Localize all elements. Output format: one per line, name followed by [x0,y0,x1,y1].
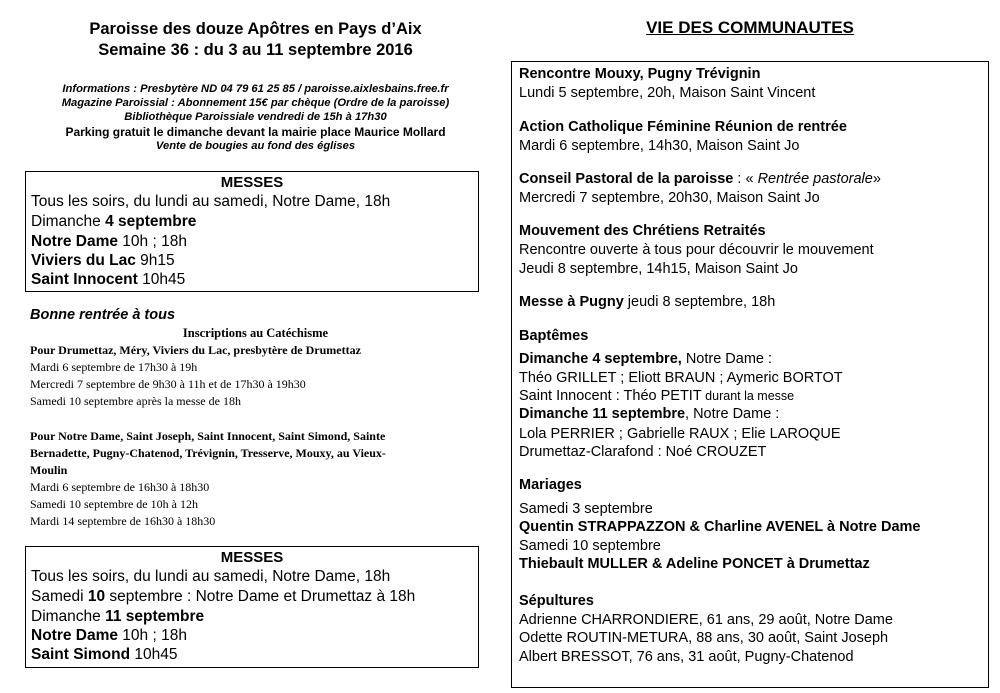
catechisme-group2-date: Mardi 6 septembre de 16h30 à 18h30 [30,480,210,494]
sunday-date: 4 septembre [105,213,197,230]
saturday-label: Samedi [31,588,88,605]
sepulture-item: Adrienne CHARRONDIERE, 61 ans, 29 août, Notre Dame [519,612,893,628]
baptemes-date2-label: Dimanche 11 septembre [519,406,686,422]
messes-box-week37 [25,546,479,668]
acf-heading: Action Catholique Féminine Réunion de rentrée [519,119,847,135]
messes-viviers [31,252,175,270]
catechisme-group1-date: Mercredi 7 septembre de 9h30 à 11h et de 17h30 à 19h30 [30,377,306,391]
catechisme-group2-heading: Moulin [30,463,68,477]
messes-notre-dame [31,627,187,645]
mcr-detail: Rencontre ouverte à tous pour découvrir le mouvement [519,242,874,258]
church-name: Viviers du Lac [31,252,136,269]
conseil-pastoral-label: Conseil Pastoral de la paroisse [519,171,734,187]
conseil-pastoral-heading [519,171,881,187]
parish-title: Paroisse des douze Apôtres en Pays d’Aix [89,20,422,38]
baptemes-date1-place: Notre Dame : [681,351,773,367]
mariages-date2: Samedi 10 septembre [519,538,661,554]
mariages-heading: Mariages [519,477,582,493]
baptemes-heading: Baptêmes [519,328,589,344]
info-bougies: Vente de bougies au fond des églises [155,140,356,152]
catechisme-intro: Bonne rentrée à tous [30,307,176,323]
catechisme-group1-heading: Pour Drumettaz, Méry, Viviers du Lac, presbytère de Drumettaz [30,343,361,357]
mcr-heading: Mouvement des Chrétiens Retraités [519,223,766,239]
sepulture-item: Albert BRESSOT, 76 ans, 31 août, Pugny-Chatenod [519,649,854,665]
catechisme-group1-date: Samedi 10 septembre après la messe de 18h [30,394,241,408]
rentree-pastorale: Rentrée pastorale [757,171,873,187]
messe-pugny [519,294,775,310]
sunday-label: Dimanche [31,213,106,230]
mass-times: 10h ; 18h [118,627,187,644]
messes-weekday-line: Tous les soirs, du lundi au samedi, Notre Dame, 18h [31,193,391,210]
messes-sunday-line [31,608,204,626]
conseil-pastoral-detail: Mercredi 7 septembre, 20h30, Maison Saint Jo [519,190,820,206]
sunday-date: 11 septembre [105,608,205,625]
catechisme-group1-date: Mardi 6 septembre de 17h30 à 19h [30,360,198,374]
messes-box-week36 [25,171,479,292]
vie-communautes-title: VIE DES COMMUNAUTES [646,18,854,37]
baptemes-date1 [519,351,772,367]
messes-saint-simond [31,646,177,664]
messes-notre-dame [31,233,187,251]
info-presbytere: Informations : Presbytère ND 04 79 61 25 85 / paroisse.aixlesbains.free.fr [62,83,449,95]
church-name: Saint Innocent [31,271,138,288]
messes-heading: MESSES [220,174,284,191]
baptemes-date2 [519,406,779,422]
messes-saint-innocent [31,271,185,289]
baptemes-names4: Drumettaz-Clarafond : Noé CROUZET [519,444,767,460]
messes-sunday-line [31,213,196,231]
messe-pugny-date: jeudi 8 septembre, 18h [623,294,776,310]
catechisme-group2-date: Mardi 14 septembre de 16h30 à 18h30 [30,514,216,528]
baptemes-names3: Lola PERRIER ; Gabrielle RAUX ; Elie LAROQUE [519,426,841,442]
baptemes-note: durant la messe [701,389,795,403]
sepulture-item: Odette ROUTIN-METURA, 88 ans, 30 août, Saint Joseph [519,630,889,646]
info-magazine: Magazine Paroissial : Abonnement 15€ par chèque (Ordre de la paroisse) [61,97,450,109]
catechisme-title: Inscriptions au Catéchisme [182,326,329,340]
info-parking: Parking gratuit le dimanche devant la mairie place Maurice Mollard [65,125,446,139]
acf-detail: Mardi 6 septembre, 14h30, Maison Saint Jo [519,138,800,154]
mouxy-heading: Rencontre Mouxy, Pugny Trévignin [519,66,761,82]
sepultures-heading: Sépultures [519,593,594,609]
mass-times: 10h45 [130,646,178,663]
week-title: Semaine 36 : du 3 au 11 septembre 2016 [98,41,413,59]
mariages-date1: Samedi 3 septembre [519,501,653,517]
quote-close: » [872,171,881,187]
mass-times: 10h45 [137,271,186,288]
catechisme-group2-heading: Pour Notre Dame, Saint Joseph, Saint Innocent, Saint Simond, Sainte [30,429,386,443]
messes-saturday-line [31,588,415,606]
mouxy-detail: Lundi 5 septembre, 20h, Maison Saint Vincent [519,85,816,101]
baptemes-date1-label: Dimanche 4 septembre, [519,351,682,367]
mass-times: 10h ; 18h [118,233,187,250]
mass-times: 9h15 [135,252,175,269]
sunday-label: Dimanche [31,608,106,625]
catechisme-group2-date: Samedi 10 septembre de 10h à 12h [30,497,198,511]
mariages-couple2: Thiebault MULLER & Adeline PONCET à Drumettaz [519,556,870,572]
mariages-couple1: Quentin STRAPPAZZON & Charline AVENEL à Notre Dame [519,519,921,535]
catechisme-group2-heading: Bernadette, Pugny-Chatenod, Trévignin, Tresserve, Mouxy, au Vieux- [30,446,386,460]
church-name: Notre Dame [31,233,118,250]
baptemes-names1: Théo GRILLET ; Eliott BRAUN ; Aymeric BORTOT [519,370,843,386]
info-bibliotheque: Bibliothèque Paroissiale vendredi de 15h à 17h30 [124,111,387,123]
mcr-date: Jeudi 8 septembre, 14h15, Maison Saint Jo [519,261,798,277]
messe-pugny-label: Messe à Pugny [519,294,624,310]
baptemes-saint-innocent: Saint Innocent : Théo PETIT [519,388,702,404]
quote-open: : « [733,171,758,187]
messes-weekday-line: Tous les soirs, du lundi au samedi, Notre Dame, 18h [31,568,391,585]
messes-heading: MESSES [220,549,284,566]
saturday-detail: septembre : Notre Dame et Drumettaz à 18h [105,588,416,605]
church-name: Notre Dame [31,627,118,644]
baptemes-names2 [519,388,794,404]
church-name: Saint Simond [31,646,131,663]
baptemes-date2-place: , Notre Dame : [685,406,780,422]
saturday-date: 10 [87,588,106,605]
